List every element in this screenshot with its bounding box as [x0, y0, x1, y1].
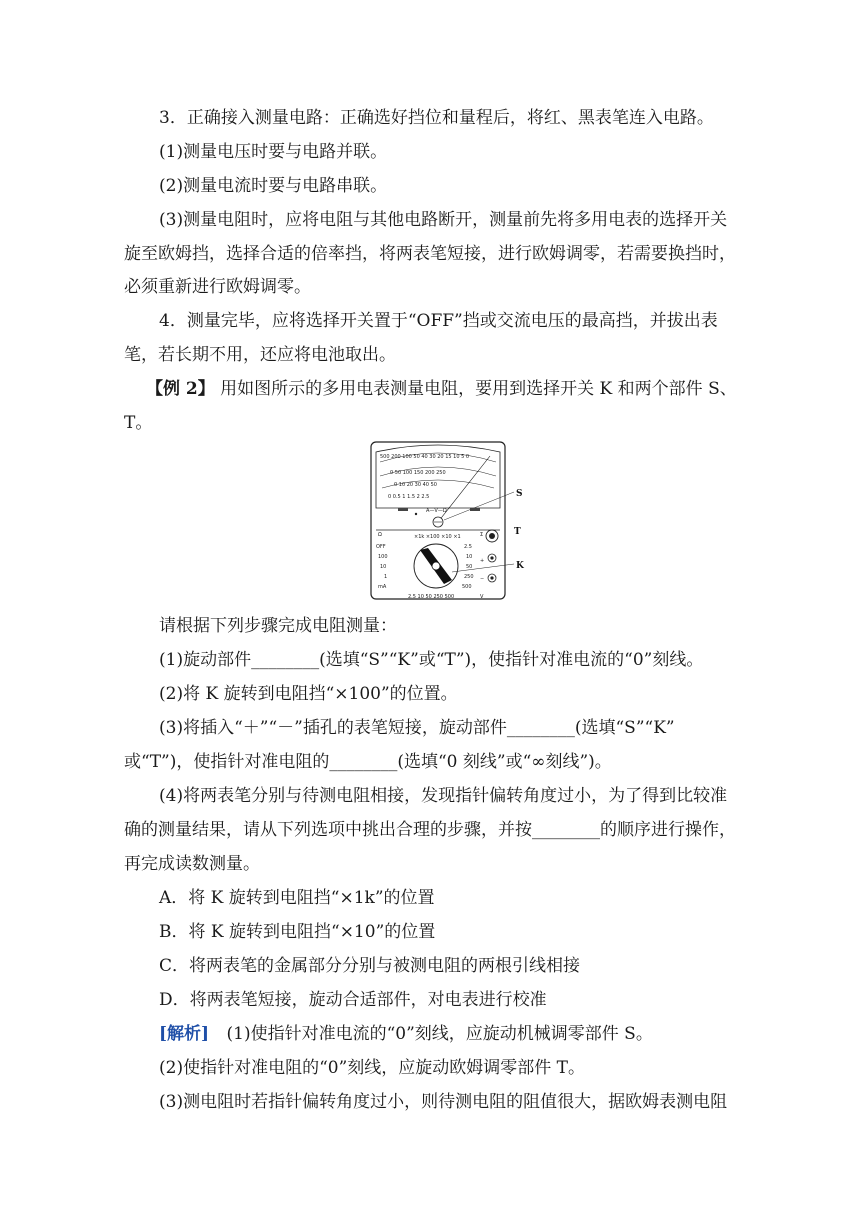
v-label: V: [480, 594, 484, 600]
text-line: 笔，若长期不用，还应将电池取出。: [124, 345, 396, 365]
option-a: A．将 K 旋转到电阻挡“×1k”的位置: [159, 888, 435, 908]
text-line: (4)将两表笔分别与待测电阻相接，发现指针偏转角度过小，为了得到比较准: [159, 786, 728, 806]
text-line: 再完成读数测量。: [124, 854, 260, 874]
omega-label: Ω: [378, 532, 382, 538]
range-top: ×1k ×100 ×10 ×1: [414, 534, 461, 540]
scale-voltage: 0 10 20 30 40 50: [394, 482, 437, 488]
minus-label: −: [480, 576, 485, 582]
range-50: 50: [466, 564, 473, 570]
analysis-text: (1)使指针对准电流的“0”刻线，应旋动机械调零部件 S。: [226, 1024, 653, 1044]
range-10v: 10: [466, 554, 473, 560]
analysis-line: [159, 1023, 653, 1045]
option-c: C．将两表笔的金属部分分别与被测电阻的两根引线相接: [159, 956, 581, 976]
text-line: (2)测量电流时要与电路串联。: [159, 176, 388, 196]
range-250: 250: [464, 574, 474, 580]
example-tag: 【例 2】: [146, 379, 215, 399]
range-1: 1: [384, 574, 388, 580]
multimeter-figure: [368, 440, 530, 602]
range-off: OFF: [376, 544, 386, 550]
text-line: 3．正确接入测量电路：正确选好挡位和量程后，将红、黑表笔连入电路。: [159, 108, 714, 128]
multimeter-drawing: [368, 440, 530, 602]
range-bottom: 2.5 10 50 250 500: [408, 594, 455, 600]
plus-label: +: [480, 558, 485, 564]
example-text: 用如图所示的多用电表测量电阻，要用到选择开关 K 和两个部件 S、: [220, 379, 737, 399]
analysis-tag: [解析]: [159, 1024, 210, 1044]
text-line: (2)使指针对准电阻的“0”刻线，应旋动欧姆调零部件 T。: [159, 1058, 586, 1078]
scale-low: 0 0.5 1 1.5 2 2.5: [388, 494, 430, 500]
text-line: 4．测量完毕，应将选择开关置于“OFF”挡或交流电压的最高挡，并拔出表: [159, 311, 718, 331]
option-d: D．将两表笔短接，旋动合适部件，对电表进行校准: [159, 990, 547, 1010]
text-line: 确的测量结果，请从下列选项中挑出合理的步骤，并按________的顺序进行操作，: [124, 820, 736, 840]
part-k-label: K: [516, 561, 524, 571]
text-line: (2)将 K 旋转到电阻挡“×100”的位置。: [159, 684, 458, 704]
text-line: (1)旋动部件________(选填“S”“K”或“T”)，使指针对准电流的“0”刻线。: [159, 650, 704, 670]
unit-label: A—V—Ω: [426, 508, 447, 514]
text-line: 请根据下列步骤完成电阻测量：: [159, 616, 397, 636]
sigma-label: Σ: [480, 532, 484, 538]
range-2-5: 2.5: [464, 544, 472, 550]
scale-ohm: 500 200 100 50 40 30 20 15 10 5 0: [380, 454, 470, 460]
range-100: 100: [378, 554, 388, 560]
range-10: 10: [380, 564, 387, 570]
text-line: (1)测量电压时要与电路并联。: [159, 142, 388, 162]
text-line: 必须重新进行欧姆调零。: [124, 277, 311, 297]
text-line: (3)测电阻时若指针偏转角度过小，则待测电阻的阻值很大，据欧姆表测电阻: [159, 1092, 728, 1112]
option-b: B．将 K 旋转到电阻挡“×10”的位置: [159, 922, 436, 942]
part-t-label: T: [514, 527, 521, 537]
text-line: (3)测量电阻时，应将电阻与其他电路断开，测量前先将多用电表的选择开关: [159, 210, 728, 230]
text-line: 旋至欧姆挡，选择合适的倍率挡，将两表笔短接，进行欧姆调零，若需要换挡时，: [124, 244, 736, 264]
example-line: [146, 378, 737, 400]
range-ma: mA: [378, 584, 387, 590]
range-500: 500: [462, 584, 472, 590]
text-line: 或“T”)，使指针对准电阻的________(选填“0 刻线”或“∞刻线”)。: [124, 752, 612, 772]
scale-current: 0 50 100 150 200 250: [390, 470, 446, 476]
text-line: (3)将插入“＋”“－”插孔的表笔短接，旋动部件________(选填“S”“K”: [159, 718, 675, 738]
part-s-label: S: [516, 489, 523, 499]
text-line: T。: [124, 413, 153, 433]
